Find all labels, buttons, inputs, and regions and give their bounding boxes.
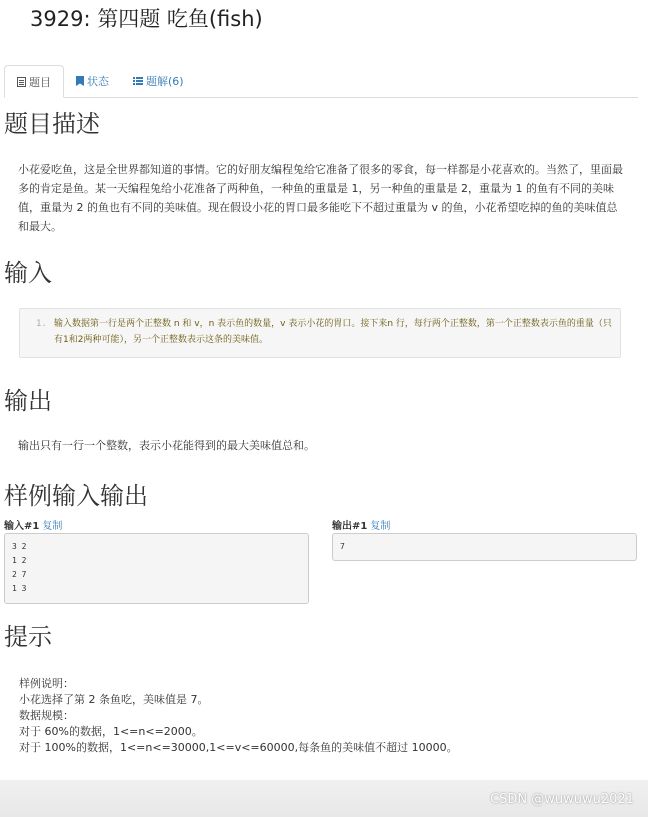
sample-input-line: 1 3 <box>12 584 27 593</box>
input-heading: 输入 <box>4 259 52 287</box>
sample-output-label: 输出#1 <box>332 521 368 532</box>
output-heading: 输出 <box>4 387 52 415</box>
bookmark-icon <box>76 76 84 86</box>
hint-heading: 提示 <box>4 623 52 651</box>
sample-output-line: 7 <box>340 542 345 551</box>
tab-status-label: 状态 <box>87 75 109 88</box>
tab-solutions-label: 题解(6) <box>146 75 184 88</box>
sample-input-box[interactable] <box>4 533 309 604</box>
tab-status[interactable] <box>64 65 121 97</box>
sample-input-line: 3 2 <box>12 542 27 551</box>
sample-input-label: 输入#1 <box>4 521 40 532</box>
input-spec-text: 输入数据第一行是两个正整数 n 和 v，n 表示鱼的数量，v 表示小花的胃口。接下来n 行，每行两个正整数，第一个正整数表示鱼的重量（只有1和2两种可能），另一个正整数表示这条的美味值。 <box>54 319 612 345</box>
watermark: CSDN @wuwuwu2021 <box>490 792 634 807</box>
copy-input-link[interactable]: 复制 <box>42 521 63 532</box>
hint-content <box>19 676 629 756</box>
output-text: 输出只有一行一个整数，表示小花能得到的最大美味值总和。 <box>18 439 315 452</box>
description-heading: 题目描述 <box>4 110 100 138</box>
tab-solutions[interactable] <box>121 65 196 97</box>
sample-input-label-row <box>4 517 62 532</box>
tab-problem-label: 题目 <box>29 75 51 89</box>
sample-output-label-row <box>332 517 390 532</box>
hint-line: 小花选择了第 2 条鱼吃，美味值是 7。 <box>19 693 209 706</box>
tab-problem[interactable] <box>4 65 64 98</box>
samples-heading: 样例输入输出 <box>4 482 148 510</box>
hint-line: 对于 100%的数据，1<=n<=30000,1<=v<=60000,每条鱼的美味值不超过 10000。 <box>19 741 458 754</box>
line-number: 1. <box>36 319 47 329</box>
sample-input-line: 2 7 <box>12 570 27 579</box>
copy-output-link[interactable]: 复制 <box>370 521 391 532</box>
book-icon <box>17 77 26 87</box>
sample-input-line: 1 2 <box>12 556 27 565</box>
hint-line: 对于 60%的数据，1<=n<=2000。 <box>19 725 203 738</box>
hint-line: 样例说明： <box>19 677 74 690</box>
sample-output-box[interactable] <box>332 533 637 561</box>
input-spec-box <box>19 308 621 358</box>
list-icon <box>133 77 143 86</box>
problem-title: 3929: 第四题 吃鱼(fish) <box>30 7 263 31</box>
tab-bar <box>4 64 638 98</box>
hint-line: 数据规模： <box>19 709 74 722</box>
description-text: 小花爱吃鱼，这是全世界都知道的事情。它的好朋友编程兔给它准备了很多的零食，每一样都是小花喜欢的。当然了，里面最多的肯定是鱼。某一天编程兔给小花准备了两种鱼，一种鱼的重量是 1，另一种鱼的重量是 2，重量为 1 的鱼有不同的美味值，重量为 2 的鱼也有不同的美味值。现在假设小花的胃口最多能吃下不超过重量为 v 的鱼，小花希望吃掉的鱼的美味值总和最大。 <box>18 163 623 233</box>
